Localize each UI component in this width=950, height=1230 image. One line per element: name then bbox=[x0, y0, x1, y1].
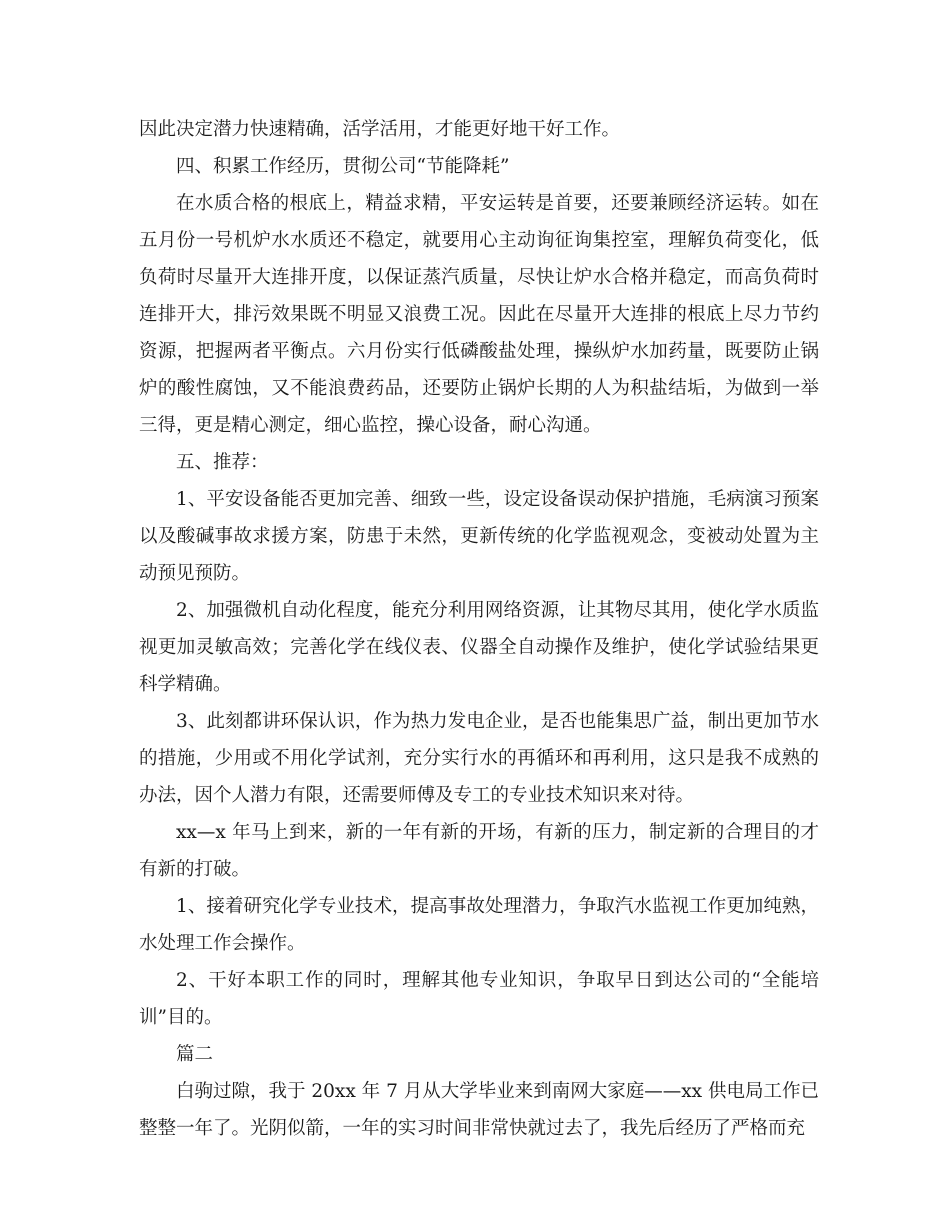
goal-item-1: 1、接着研究化学专业技术，提高事故处理潜力，争取汽水监视工作更加纯熟，水处理工作会操作。 bbox=[139, 896, 819, 954]
goal-item-2: 2、干好本职工作的同时，理解其他专业知识，争取早日到达公司的“全能培训”目的。 bbox=[139, 970, 819, 1028]
section-heading-four: 四、积累工作经历，贯彻公司“节能降耗” bbox=[176, 156, 510, 177]
paragraph-water-quality: 在水质合格的根底上，精益求精，平安运转是首要，还要兼顾经济运转。如在五月份一号机炉水水质还不稳定，就要用心主动询征询集控室，理解负荷变化，低负荷时尽量开大连排开度，以保证蒸汽质量，尽快让炉水合格并稳定，而高负荷时连排开大，排污效果既不明显又浪费工况。因此在尽量开大连排的根底上尽力节约资源，把握两者平衡点。六月份实行低磷酸盐处理，操纵炉水加药量，既要防止锅炉的酸性腐蚀，又不能浪费药品，还要防止锅炉长期的人为积盐结垢，为做到一举三得，更是精心测定，细心监控，操心设备，耐心沟通。 bbox=[139, 193, 819, 436]
document-body bbox=[139, 111, 819, 1147]
chapter-heading: 篇二 bbox=[176, 1044, 214, 1065]
recommendation-item-1: 1、平安设备能否更加完善、细致一些，设定设备误动保护措施，毛病演习预案以及酸碱事故求援方案，防患于未然，更新传统的化学监视观念，变被动处置为主动预见预防。 bbox=[139, 489, 819, 584]
section-heading-five: 五、推荐： bbox=[176, 452, 269, 473]
paragraph-continuation: 因此决定潜力快速精确，活学活用，才能更好地干好工作。 bbox=[139, 119, 621, 140]
recommendation-item-3: 3、此刻都讲环保认识，作为热力发电企业，是否也能集思广益，制出更加节水的措施，少用或不用化学试剂，充分实行水的再循环和再利用，这只是我不成熟的办法，因个人潜力有限，还需要师傅及专工的专业技术知识来对待。 bbox=[139, 711, 819, 806]
paragraph-new-year: xx—x 年马上到来，新的一年有新的开场，有新的压力，制定新的合理目的才有新的打破。 bbox=[139, 822, 819, 880]
paragraph-chapter-two-intro: 白驹过隙，我于 20xx 年 7 月从大学毕业来到南网大家庭——xx 供电局工作已整整一年了。光阴似箭，一年的实习时间非常快就过去了，我先后经历了严格而充 bbox=[139, 1081, 819, 1139]
recommendation-item-2: 2、加强微机自动化程度，能充分利用网络资源，让其物尽其用，使化学水质监视更加灵敏高效；完善化学在线仪表、仪器全自动操作及维护，使化学试验结果更科学精确。 bbox=[139, 600, 819, 695]
